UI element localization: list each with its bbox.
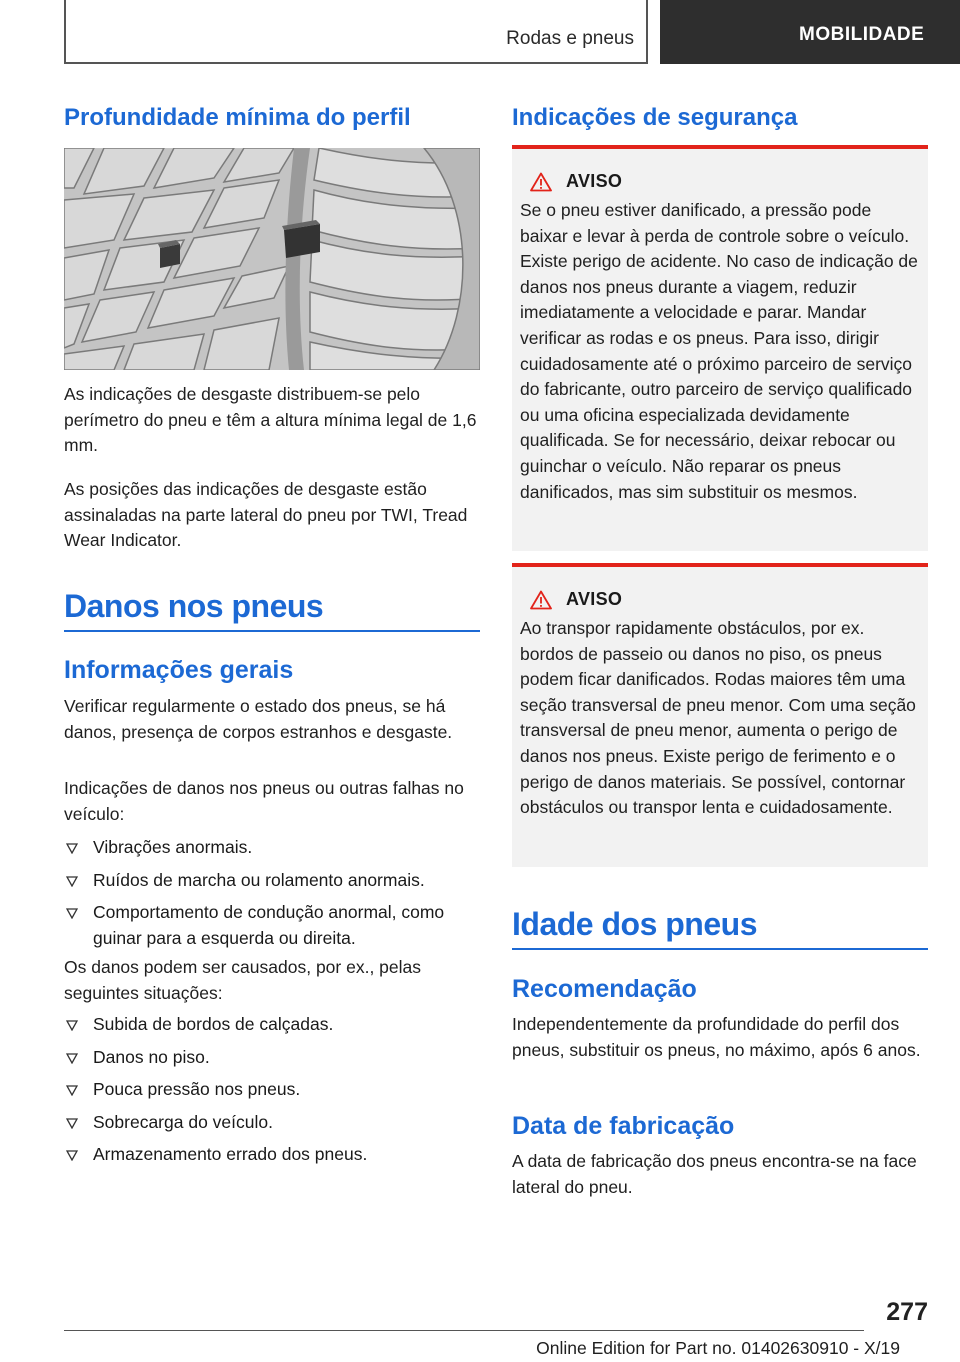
warning-text: Se o pneu estiver danificado, a pressão pode baixar e levar à perda de controle sobre o veículo. Existe perigo de acidente. No caso de indicação de danos nos pneus durante a viagem, reduzir imediatamente a velocidade e parar. Mandar verificar as rodas e os pneus. Para isso, dirigir cuidadosamente até o próximo parceiro de serviço do fabricante, outro parceiro de serviço qualificado ou uma oficina especializada devidamente qualificada. Se for necessário, deixar rebocar ou guinchar o veículo. Não reparar os pneus danificados, mas sim substituir os mesmos. [520, 200, 918, 502]
heading-safety: Indicações de segurança [512, 104, 798, 131]
page-number: 277 [886, 1298, 928, 1326]
warning-header [520, 589, 920, 610]
list-item-text: Pouca pressão nos pneus. [93, 1079, 301, 1099]
triangle-bullet-icon [66, 1150, 78, 1161]
heading-rule-damage [64, 630, 480, 632]
triangle-bullet-icon [66, 1053, 78, 1064]
triangle-bullet-icon [66, 1118, 78, 1129]
triangle-bullet-icon [66, 1085, 78, 1096]
triangle-bullet-icon [66, 1020, 78, 1031]
list-item-text: Ruídos de marcha ou rolamento anormais. [93, 869, 425, 890]
header-divider [646, 0, 648, 64]
paragraph-min-depth-2: As posições das indicações de desgaste estão assinaladas na parte lateral do pneu por TWI, Tread Wear Indicator. [64, 479, 468, 550]
triangle-bullet-icon [66, 843, 78, 854]
header-left-rule [64, 0, 66, 64]
list-item [64, 835, 480, 861]
paragraph-general-2: Indicações de danos nos pneus ou outras falhas no veículo: [64, 778, 464, 824]
warning-text: Ao transpor rapidamente obstáculos, por ex. bordos de passeio ou danos no piso, os pneus podem ficar danificados. Rodas maiores têm uma seção transversal de pneu menor. Com uma seção transversal de pneu menor, aumenta o perigo de danos nos pneus. Existe perigo de ferimento e o perigo de danos materiais. Se possível, contornar obstáculos ou transpor lenta e cuidadosamente. [520, 618, 916, 818]
list-item [64, 1110, 480, 1136]
warning-triangle-icon [530, 590, 552, 610]
tire-tread-illustration [64, 148, 480, 370]
heading-tire-damage: Danos nos pneus [64, 588, 324, 624]
list-item-text: Danos no piso. [93, 1046, 210, 1067]
paragraph-manufacture-date: A data de fabricação dos pneus encontra-se na face lateral do pneu. [512, 1151, 917, 1197]
list-item [64, 900, 480, 951]
triangle-bullet-icon [66, 876, 78, 887]
heading-min-depth: Profundidade mínima do perfil [64, 104, 411, 131]
heading-tire-age: Idade dos pneus [512, 906, 757, 942]
heading-rule-age [512, 948, 928, 950]
triangle-bullet-icon [66, 908, 78, 919]
header-section-title: Rodas e pneus [506, 28, 634, 49]
heading-manufacture-date: Data de fabricação [512, 1112, 735, 1140]
paragraph-min-depth-1: As indicações de desgaste distribuem-se pelo perímetro do pneu e têm a altura mínima legal de 1,6 mm. [64, 384, 477, 455]
header-chapter-tab [660, 0, 960, 64]
warning-box-2 [512, 563, 928, 867]
footer-rule [64, 1330, 864, 1331]
chapter-label: MOBILIDADE [799, 24, 925, 45]
list-item [64, 1012, 480, 1038]
list-item [64, 1142, 480, 1168]
list-damage-causes [64, 1012, 480, 1175]
paragraph-general-3: Os danos podem ser causados, por ex., pelas seguintes situações: [64, 957, 422, 1003]
warning-title: AVISO [566, 171, 623, 191]
warning-title: AVISO [566, 589, 623, 609]
tire-tread-drawing [64, 148, 480, 370]
warning-triangle-icon [530, 172, 552, 192]
list-item [64, 1045, 480, 1071]
footer-edition: Online Edition for Part no. 01402630910 - X/19 [536, 1338, 900, 1358]
header-bottom-rule [64, 62, 648, 64]
heading-recommendation: Recomendação [512, 975, 697, 1003]
warning-header [520, 171, 920, 192]
list-item-text: Subida de bordos de calçadas. [93, 1014, 334, 1034]
list-item-text: Armazenamento errado dos pneus. [93, 1144, 368, 1164]
list-item-text: Vibrações anormais. [93, 837, 253, 857]
warning-box-1 [512, 145, 928, 551]
paragraph-general-1: Verificar regularmente o estado dos pneus, se há danos, presença de corpos estranhos e desgaste. [64, 696, 453, 742]
paragraph-recommendation: Independentemente da profundidade do perfil dos pneus, substituir os pneus, no máximo, após 6 anos. [512, 1014, 921, 1060]
list-item-text: Sobrecarga do veículo. [93, 1111, 273, 1132]
list-item [64, 868, 480, 894]
list-item [64, 1077, 480, 1103]
list-item-text: Comportamento de condução anormal, como guinar para a esquerda ou direita. [93, 902, 445, 948]
list-damage-signs [64, 835, 480, 958]
heading-general-info: Informações gerais [64, 656, 294, 684]
